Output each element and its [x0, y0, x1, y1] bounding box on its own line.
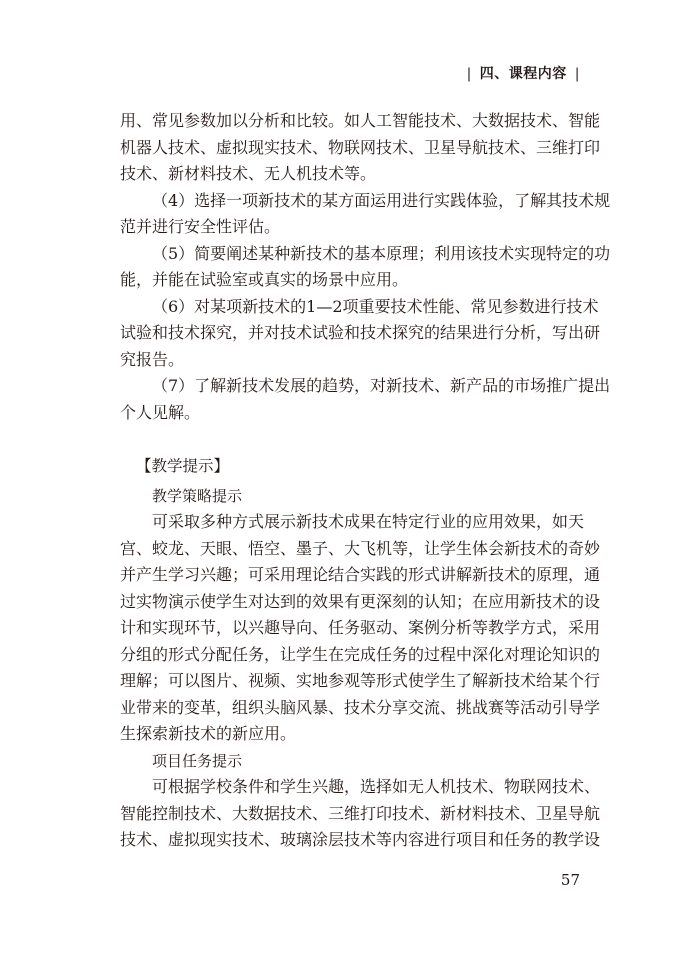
text-line: 个人见解。: [120, 402, 201, 422]
text-line: 计和实现环节，以兴趣导向、任务驱动、案例分析等教学方式，采用: [120, 618, 601, 637]
text-line: 生探索新技术的新应用。: [120, 724, 297, 743]
text-line: 可根据学校条件和学生兴趣，选择如无人机技术、物联网技术、: [152, 777, 601, 796]
text-line: 业带来的变革，组织头脑风暴、技术分享交流、挑战赛等活动引导学: [120, 697, 601, 717]
text-line: 能，并能在试验室或真实的场景中应用。: [120, 270, 409, 289]
running-header: [459, 64, 588, 84]
header-left-bar: |: [466, 66, 472, 82]
text-line: 技术、新材料技术、无人机技术等。: [120, 164, 377, 183]
text-line: 理解；可以图片、视频、实地参观等形式使学生了解新技术给某个行: [120, 671, 601, 690]
text-line: 试验和技术探究，并对技术试验和技术探究的结果进行分析，写出研: [120, 323, 601, 342]
paragraph-continued: [120, 108, 601, 188]
text-line: 究报告。: [120, 349, 185, 369]
text-line: 并产生学习兴趣；可采用理论结合实践的形式讲解新技术的原理，通: [120, 565, 601, 584]
text-line: 技术、虚拟现实技术、玻璃涂层技术等内容进行项目和任务的教学设: [120, 830, 601, 849]
paragraph-item-6: [120, 294, 601, 374]
teaching-tips-heading: 【教学提示】: [136, 457, 230, 475]
section-gap: [120, 426, 582, 453]
text-line: （4）选择一项新技术的某方面运用进行实践体验，了解其技术规: [152, 190, 611, 210]
paragraph-item-5: [120, 241, 611, 294]
text-line: 分组的形式分配任务，让学生在完成任务的过程中深化对理论知识的: [120, 644, 601, 664]
text-line: 过实物演示使学生对达到的效果有更深刻的认知；在应用新技术的设: [120, 591, 601, 611]
text-line: 机器人技术、虚拟现实技术、物联网技术、卫星导航技术、三维打印: [120, 137, 601, 157]
text-line: 用、常见参数加以分析和比较。如人工智能技术、大数据技术、智能: [120, 111, 601, 130]
paragraph-item-7: [120, 373, 611, 426]
header-right-bar: |: [574, 66, 580, 82]
page-body: [120, 108, 611, 854]
project-tips-paragraph: [120, 774, 601, 854]
text-line: 范并进行安全性评估。: [120, 217, 281, 236]
strategy-tips-paragraph: [120, 509, 601, 748]
text-line: （5）简要阐述某种新技术的基本原理；利用该技术实现特定的功: [152, 243, 611, 263]
paragraph-item-4: [120, 188, 611, 241]
strategy-tips-title: 教学策略提示: [152, 486, 243, 505]
header-title: 四、课程内容: [479, 66, 567, 82]
text-line: 可采取多种方式展示新技术成果在特定行业的应用效果，如天: [152, 512, 585, 531]
page-number: 57: [560, 871, 580, 889]
text-line: 智能控制技术、大数据技术、三维打印技术、新材料技术、卫星导航: [120, 803, 601, 823]
project-tips-title: 项目任务提示: [152, 751, 243, 770]
text-line: （6）对某项新技术的1—2项重要技术性能、常见参数进行技术: [152, 296, 599, 316]
text-line: （7）了解新技术发展的趋势，对新技术、新产品的市场推广提出: [152, 376, 611, 395]
text-line: 宫、蛟龙、天眼、悟空、墨子、大飞机等，让学生体会新技术的奇妙: [120, 538, 601, 558]
